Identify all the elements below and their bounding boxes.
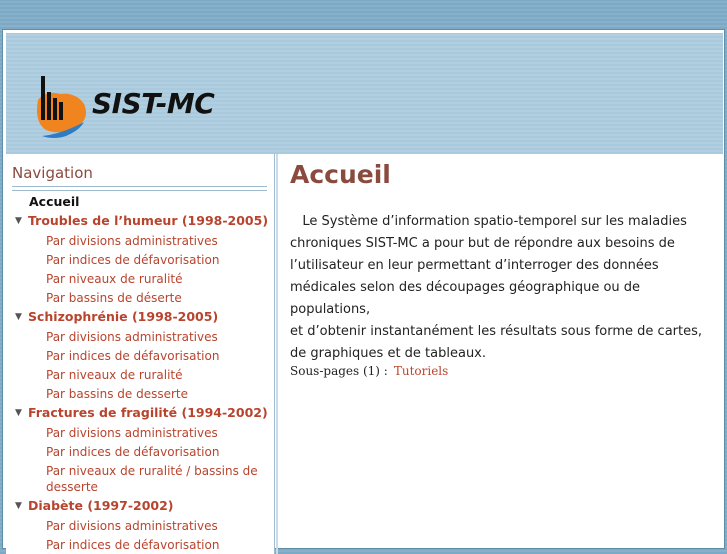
triangle-down-icon[interactable]: ▼ — [15, 408, 22, 418]
nav-link[interactable]: Par niveaux de ruralité / bassins de desserte — [46, 464, 258, 494]
page-frame — [2, 29, 725, 552]
nav-link[interactable]: Par indices de défavorisation — [46, 253, 220, 267]
logo-bar-4 — [59, 102, 63, 120]
nav-link[interactable]: Par niveaux de ruralité — [46, 368, 183, 382]
column-divider — [276, 154, 278, 554]
triangle-down-icon[interactable]: ▼ — [15, 216, 22, 226]
nav-link[interactable]: Par divisions administratives — [46, 519, 218, 533]
nav-section-fractures[interactable] — [15, 405, 268, 420]
site-header — [6, 33, 723, 154]
subpages-line — [290, 364, 448, 378]
nav-section-humeur[interactable] — [15, 213, 268, 228]
nav-item-accueil[interactable]: Accueil — [29, 194, 80, 209]
nav-link[interactable]: Par indices de défavorisation — [46, 538, 220, 552]
nav-link[interactable]: Par niveaux de ruralité — [46, 272, 183, 286]
nav-section-label: Diabète (1997-2002) — [28, 498, 174, 513]
subpage-link-tutoriels[interactable]: Tutoriels — [393, 364, 449, 378]
nav-section-schizophrenie[interactable] — [15, 309, 218, 324]
triangle-down-icon[interactable]: ▼ — [15, 501, 22, 511]
page-title: Accueil — [290, 160, 391, 189]
nav-link[interactable]: Par divisions administratives — [46, 234, 218, 248]
subpages-label: Sous-pages (1) : — [290, 364, 388, 378]
nav-link[interactable]: Par indices de défavorisation — [46, 445, 220, 459]
intro-paragraph: et d’obtenir instantanément les résultats sous forme de cartes, de graphiques et de tableaux. — [290, 324, 703, 361]
intro-paragraph: Le Système d’information spatio-temporel sur les maladies chroniques SIST-MC a pour but de répondre aux besoins de l’utilisateur en leur permettant d’interroger des données médicales selon des découpages géographique ou de populations, — [290, 214, 687, 317]
intro-text — [290, 211, 720, 365]
logo-bar-1 — [41, 76, 45, 120]
nav-link[interactable]: Par indices de défavorisation — [46, 349, 220, 363]
nav-link[interactable]: Par divisions administratives — [46, 330, 218, 344]
triangle-down-icon[interactable]: ▼ — [15, 312, 22, 322]
navigation-sidebar — [6, 154, 275, 554]
nav-section-label: Troubles de l’humeur (1998-2005) — [28, 213, 269, 228]
nav-section-label: Schizophrénie (1998-2005) — [28, 309, 219, 324]
nav-link[interactable]: Par divisions administratives — [46, 426, 218, 440]
nav-link[interactable]: Par bassins de desserte — [46, 387, 189, 401]
site-name: SIST-MC — [92, 87, 215, 120]
logo-bar-3 — [53, 98, 57, 120]
logo-bar-2 — [47, 92, 51, 120]
nav-divider — [12, 186, 267, 191]
nav-title: Navigation — [12, 164, 93, 182]
nav-section-label: Fractures de fragilité (1994-2002) — [28, 405, 268, 420]
nav-link[interactable]: Par bassins de déserte — [46, 291, 182, 305]
nav-section-diabete[interactable] — [15, 498, 174, 513]
